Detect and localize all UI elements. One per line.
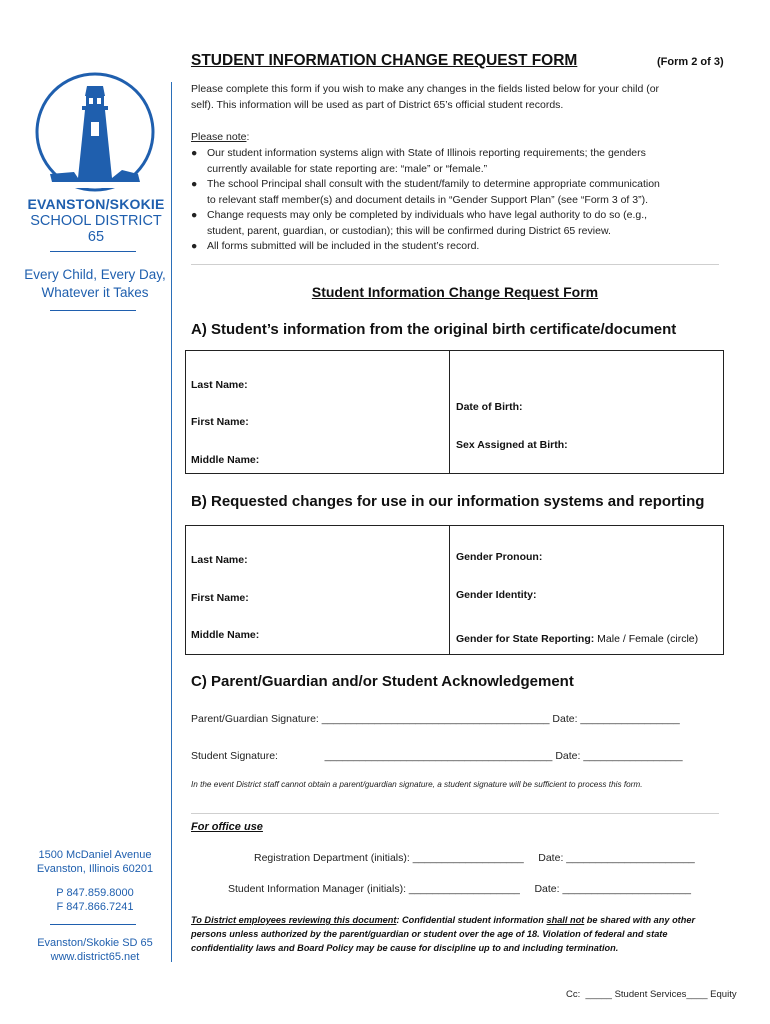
office-use-label: For office use — [191, 821, 263, 833]
address-line2: Evanston, Illinois 60201 — [36, 863, 154, 875]
confidentiality-notice — [191, 913, 721, 955]
bullet-line: All forms submitted will be included in the student’s record. — [207, 240, 480, 252]
address-line1: 1500 McDaniel Avenue — [38, 849, 152, 861]
bullet-item — [191, 239, 721, 255]
website-link[interactable]: www.district65.net — [50, 951, 140, 963]
district-name-line2: SCHOOL DISTRICT 65 — [30, 213, 162, 245]
bullet-icon: ● — [191, 209, 198, 221]
district-name-line1: EVANSTON/SKOKIE — [27, 196, 165, 212]
intro-line1: Please complete this form if you wish to make any changes in the fields listed below for your child (or — [191, 83, 660, 95]
a-middle-name-field[interactable]: Middle Name: — [191, 454, 260, 466]
divider — [191, 813, 719, 814]
section-a-box — [185, 350, 724, 474]
bullet-line: currently available for state reporting are: “male” or “female.” — [207, 162, 488, 175]
bullet-icon: ● — [191, 147, 198, 159]
bullet-text — [207, 208, 721, 239]
confidentiality-text: be shared with any other persons unless authorized by the parent/guardian or student over the age of 18. Violation of federal and state confidentiality laws and Board Policy may be cause for discipline up to and including termination. — [191, 915, 696, 953]
address — [20, 848, 170, 876]
bullet-text — [207, 146, 721, 177]
bullet-item — [191, 177, 721, 208]
student-signature-line[interactable]: Student Signature: _______________________________________ Date: _________________ — [191, 750, 683, 762]
bullet-text — [207, 239, 721, 255]
district-contact — [20, 936, 170, 964]
note-label: Please note: — [191, 131, 250, 143]
fax-number: F 847.866.7241 — [56, 901, 134, 913]
a-date-of-birth-field[interactable]: Date of Birth: — [456, 401, 523, 413]
state-reporting-label: Gender for State Reporting: — [456, 633, 595, 645]
b-gender-identity-field[interactable]: Gender Identity: — [456, 589, 537, 601]
sidebar-rule — [171, 82, 172, 962]
column-divider — [449, 526, 450, 654]
b-middle-name-field[interactable]: Middle Name: — [191, 629, 260, 641]
section-c-heading: C) Parent/Guardian and/or Student Acknowledgement — [191, 673, 574, 690]
sidebar-divider — [50, 310, 136, 311]
tagline-line1: Every Child, Every Day, — [24, 267, 166, 282]
contact-numbers — [20, 886, 170, 914]
column-divider — [449, 351, 450, 473]
district-short-name: Evanston/Skokie SD 65 — [37, 937, 153, 949]
a-last-name-field[interactable]: Last Name: — [191, 379, 248, 391]
sidebar — [0, 0, 172, 1024]
sidebar-divider — [50, 251, 136, 252]
b-state-reporting-field[interactable] — [456, 633, 698, 645]
sim-initials-line[interactable]: Student Information Manager (initials): ___________________ Date: ______________________ — [228, 883, 691, 895]
note-label-text: Please note — [191, 131, 247, 143]
bullet-icon: ● — [191, 178, 198, 190]
intro-line2: self). This information will be used as part of District 65’s official student records. — [191, 98, 564, 111]
bullet-text — [207, 177, 721, 208]
phone-number: P 847.859.8000 — [56, 887, 134, 899]
confidentiality-lead: To District employees reviewing this document — [191, 915, 397, 925]
cc-line: Cc: _____ Student Services____ Equity — [566, 989, 737, 1000]
b-last-name-field[interactable]: Last Name: — [191, 554, 248, 566]
district-name — [26, 196, 166, 245]
intro-paragraph — [191, 82, 721, 113]
parent-signature-line[interactable]: Parent/Guardian Signature: _______________________________________ Date: _________________ — [191, 713, 680, 725]
bullet-line: Change requests may only be completed by individuals who have legal authority to do so (e.g., — [207, 209, 648, 221]
bullet-item — [191, 146, 721, 177]
confidentiality-emphasis: shall not — [546, 915, 585, 925]
confidentiality-text: : Confidential student information — [396, 915, 547, 925]
tagline-line2: Whatever it Takes — [41, 285, 149, 300]
divider — [191, 264, 719, 265]
bullet-item — [191, 208, 721, 239]
a-sex-assigned-field[interactable]: Sex Assigned at Birth: — [456, 439, 568, 451]
b-first-name-field[interactable]: First Name: — [191, 592, 249, 604]
a-first-name-field[interactable]: First Name: — [191, 416, 249, 428]
bullet-line: Our student information systems align with State of Illinois reporting requirements; the genders — [207, 147, 646, 159]
state-reporting-options[interactable]: Male / Female (circle) — [594, 633, 699, 645]
form-subtitle-text: Student Information Change Request Form — [311, 284, 599, 300]
page-title: STUDENT INFORMATION CHANGE REQUEST FORM — [191, 52, 578, 69]
bullet-icon: ● — [191, 240, 198, 252]
bullet-line: to relevant staff member(s) and document details in “Gender Support Plan” (see “Form 3 of 3”). — [207, 193, 648, 206]
registration-initials-line[interactable]: Registration Department (initials): ___________________ Date: ______________________ — [254, 852, 695, 864]
bullet-line: The school Principal shall consult with the student/family to determine appropriate communication — [207, 178, 660, 190]
form-number: (Form 2 of 3) — [657, 56, 724, 68]
bullet-line: student, parent, guardian, or custodian); this will be confirmed during District 65 review. — [207, 224, 611, 237]
sidebar-divider — [50, 924, 136, 925]
b-gender-pronoun-field[interactable]: Gender Pronoun: — [456, 551, 543, 563]
signature-note: In the event District staff cannot obtain a parent/guardian signature, a student signature will be sufficient to process this form. — [191, 780, 643, 789]
form-subtitle — [0, 284, 770, 300]
section-b-heading: B) Requested changes for use in our information systems and reporting — [191, 493, 705, 510]
lighthouse-logo-icon — [30, 70, 160, 200]
section-a-heading: A) Student’s information from the original birth certificate/document — [191, 321, 677, 338]
